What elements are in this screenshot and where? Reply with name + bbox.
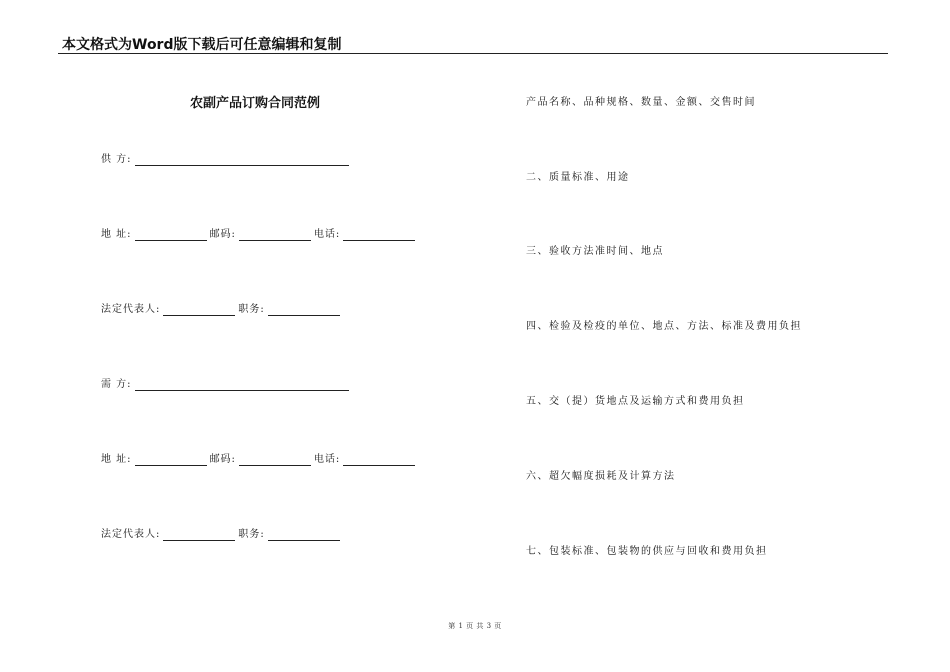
- header-divider: [58, 53, 888, 54]
- phone-label: 电话:: [313, 229, 341, 240]
- phone-label: 电话:: [313, 454, 341, 465]
- position-label: 职务:: [238, 529, 265, 540]
- position-blank: [268, 303, 340, 316]
- address-blank: [135, 228, 207, 241]
- position-label: 职务:: [238, 304, 265, 315]
- representative-blank: [163, 303, 235, 316]
- phone-blank: [343, 453, 415, 466]
- address-label: 地 址:: [101, 454, 132, 465]
- representative-blank: [163, 528, 235, 541]
- postcode-label: 邮码:: [209, 454, 236, 465]
- address-blank: [135, 453, 207, 466]
- header-title: 本文格式为Word版下载后可任意编辑和复制: [62, 37, 342, 53]
- supplier-label: 供 方:: [101, 154, 132, 165]
- postcode-blank: [239, 453, 311, 466]
- clause-item: 五、交（提）货地点及运输方式和费用负担: [526, 396, 745, 407]
- clause-item: 七、包装标准、包装物的供应与回收和费用负担: [526, 546, 768, 557]
- buyer-representative-row: [101, 526, 343, 542]
- phone-blank: [343, 228, 415, 241]
- clause-item: 二、质量标准、用途: [526, 172, 630, 183]
- buyer-address-row: [101, 451, 418, 467]
- supplier-representative-row: [101, 301, 343, 317]
- page-number-footer: 第 1 页 共 3 页: [448, 622, 502, 630]
- position-blank: [268, 528, 340, 541]
- representative-label: 法定代表人:: [101, 304, 161, 315]
- clause-item: 四、检验及检疫的单位、地点、方法、标准及费用负担: [526, 321, 802, 332]
- clause-item: 产品名称、品种规格、数量、金额、交售时间: [526, 97, 756, 108]
- clause-item: 六、超欠幅度损耗及计算方法: [526, 471, 676, 482]
- postcode-label: 邮码:: [209, 229, 236, 240]
- buyer-row: [101, 376, 352, 392]
- clause-item: 三、验收方法准时间、地点: [526, 246, 664, 257]
- representative-label: 法定代表人:: [101, 529, 161, 540]
- address-label: 地 址:: [101, 229, 132, 240]
- postcode-blank: [239, 228, 311, 241]
- supplier-address-row: [101, 226, 418, 242]
- buyer-blank: [135, 378, 349, 391]
- document-title: 农副产品订购合同范例: [190, 96, 321, 111]
- buyer-label: 需 方:: [101, 379, 132, 390]
- supplier-row: [101, 151, 352, 167]
- supplier-blank: [135, 153, 349, 166]
